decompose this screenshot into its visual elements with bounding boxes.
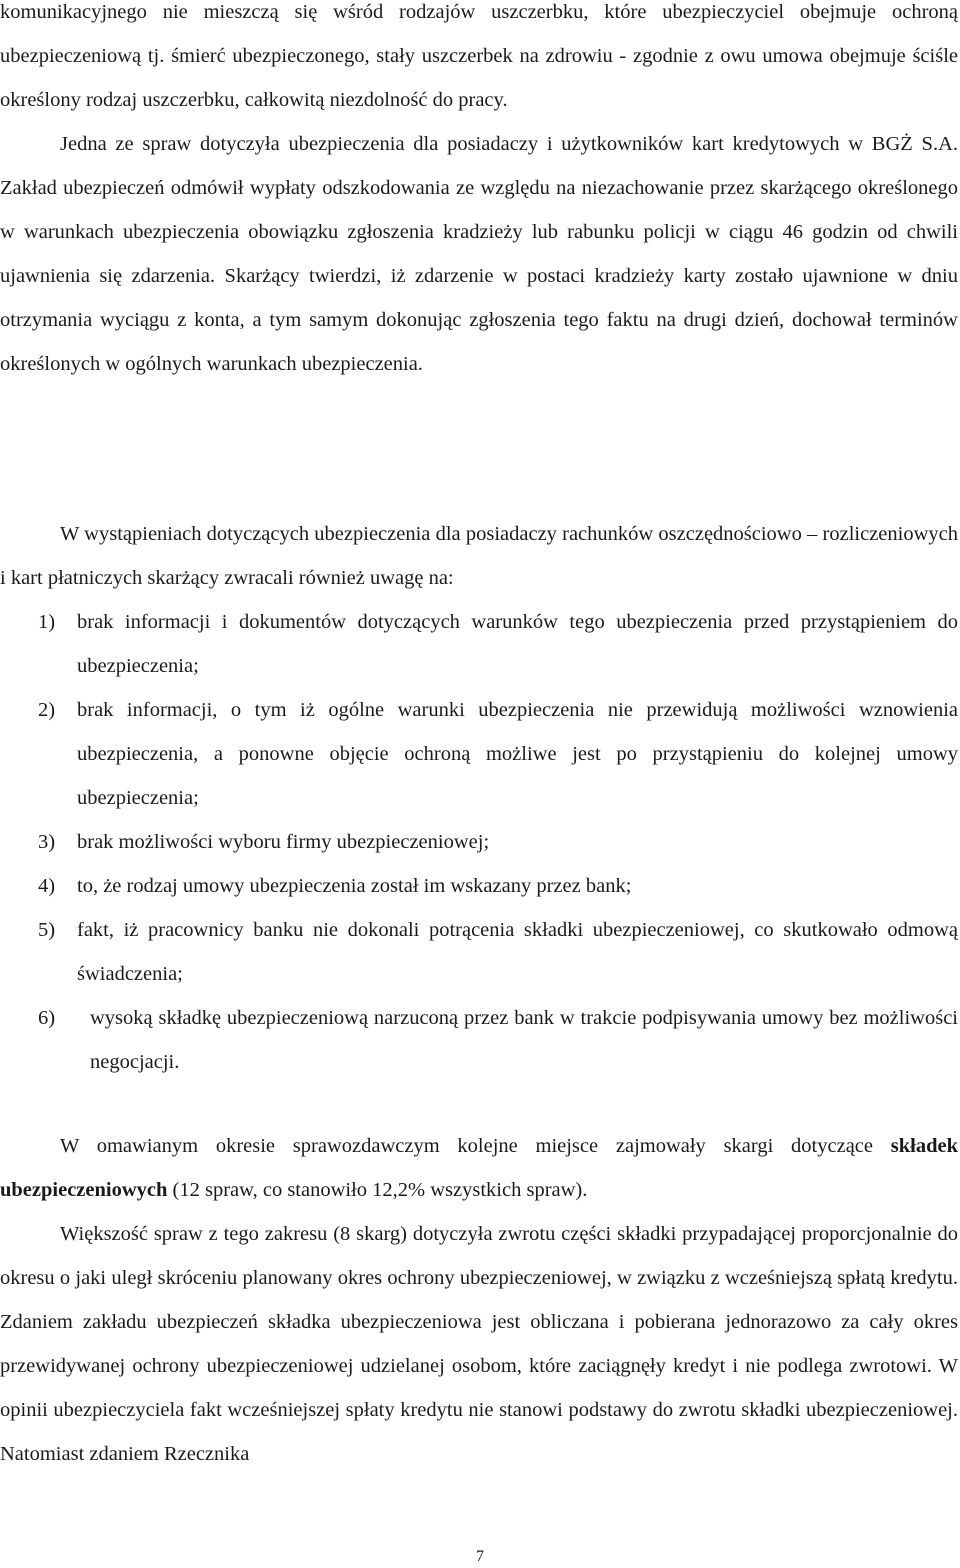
list-item-text: wysoką składkę ubezpieczeniową narzuconą przez bank w trakcie podpisywania umowy bez możliwości negocjacji. (90, 1007, 958, 1073)
list-item-number: 3) (38, 831, 56, 853)
list-item-text: brak informacji i dokumentów dotyczących warunków tego ubezpieczenia przed przystąpieniem do ubezpieczenia; (77, 611, 958, 677)
list-item (0, 908, 958, 996)
list-item (0, 996, 958, 1084)
paragraph-premium-refund: Większość spraw z tego zakresu (8 skarg) dotyczyła zwrotu części składki przypadającej proporcjonalnie do okresu o jaki uległ skróceniu planowany okres ochrony ubezpieczeniowej, w związku z wcześniejszą spłatą kredytu. Zdaniem zakładu ubezpieczeń składka ubezpieczeniowa jest obliczana i pobierana jednorazowo za cały okres przewidywanej ochrony ubezpieczeniowej udzielanej osobom, które zaciągnęły kredyt i nie podlega zwrotowi. W opinii ubezpieczyciela fakt wcześniejszej spłaty kredytu nie stanowi podstawy do zwrotu składki ubezpieczeniowej. Natomiast zdaniem Rzecznika (0, 1223, 958, 1465)
list-item-text: to, że rodzaj umowy ubezpieczenia został im wskazany przez bank; (77, 875, 632, 897)
premiums-intro-bold: składek ubezpieczeniowych (0, 1135, 958, 1201)
list-item (0, 688, 958, 820)
list-item-number: 2) (38, 699, 56, 721)
list-item-number: 5) (38, 919, 56, 941)
list-item (0, 864, 958, 908)
section-account-insurance (0, 512, 958, 600)
paragraph-premiums-intro (0, 1124, 958, 1212)
paragraph-card-case: Jedna ze spraw dotyczyła ubezpieczenia dla posiadaczy i użytkowników kart kredytowych w BGŻ S.A. Zakład ubezpieczeń odmówił wypłaty odszkodowania ze względu na niezachowanie przez skarżącego określonego w warunkach ubezpieczenia obowiązku zgłoszenia kradzieży lub rabunku policji w ciągu 46 godzin od chwili ujawnienia się zdarzenia. Skarżący twierdzi, iż zdarzenie w postaci kradzieży karty zostało ujawnione w dniu otrzymania wyciągu z konta, a tym samym dokonując zgłoszenia tego faktu na drugi dzień, dochował terminów określonych w ogólnych warunkach ubezpieczenia. (0, 133, 958, 375)
list-item-number: 4) (38, 875, 56, 897)
section-insurance-premiums (0, 1124, 958, 1476)
page-number: 7 (476, 1548, 484, 1565)
list-item-text: fakt, iż pracownicy banku nie dokonali potrącenia składki ubezpieczeniowej, co skutkowało odmową świadczenia; (77, 919, 958, 985)
premiums-intro-end: (12 spraw, co stanowiło 12,2% wszystkich spraw). (167, 1179, 588, 1201)
list-item-number: 6) (38, 1007, 56, 1029)
section-insurance-damage (0, 0, 958, 386)
list-item-text: brak informacji, o tym iż ogólne warunki ubezpieczenia nie przewidują możliwości wznowienia ubezpieczenia, a ponowne objęcie ochroną możliwe jest po przystąpieniu do kolejnej umowy ubezpieczenia; (77, 699, 958, 809)
premiums-intro-start: W omawianym okresie sprawozdawczym kolejne miejsce zajmowały skargi dotyczące (60, 1135, 891, 1157)
list-item (0, 600, 958, 688)
list-item-number: 1) (38, 611, 56, 633)
list-item-text: brak możliwości wyboru firmy ubezpieczeniowej; (77, 831, 490, 853)
paragraph-complaints-intro: W wystąpieniach dotyczących ubezpieczenia dla posiadaczy rachunków oszczędnościowo – rozliczeniowych i kart płatniczych skarżący zwracali również uwagę na: (0, 523, 958, 589)
paragraph-continuation: komunikacyjnego nie mieszczą się wśród rodzajów uszczerbku, które ubezpieczyciel obejmuje ochroną ubezpieczeniową tj. śmierć ubezpieczonego, stały uszczerbek na zdrowiu - zgodnie z owu umowa obejmuje ściśle określony rodzaj uszczerbku, całkowitą niezdolność do pracy. (0, 1, 958, 111)
list-item (0, 820, 958, 864)
complaints-list (0, 600, 958, 1084)
